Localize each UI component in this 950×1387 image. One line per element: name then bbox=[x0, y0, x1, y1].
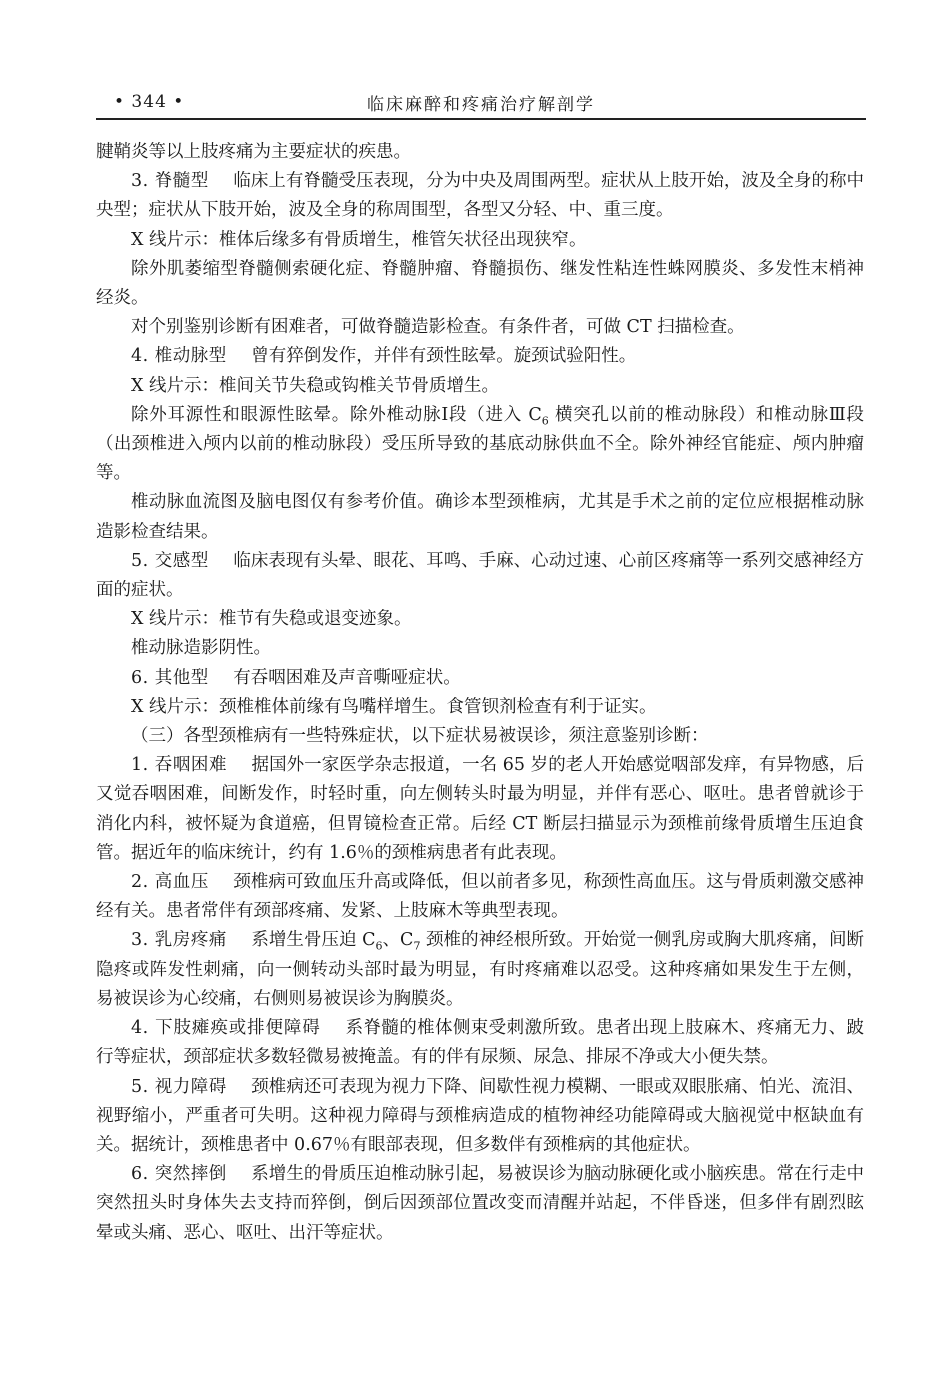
section-heading: 5. 视力障碍 bbox=[131, 1076, 227, 1097]
paragraph-text: 颈椎病可致血压升高或降低，但以前者多见，称颈性高血压。这与骨质刺激交感神经有关。患者常伴有颈部疼痛、发紧、上肢麻木等典型表现。 bbox=[96, 872, 865, 922]
paragraph-text: 系增生骨压迫 C bbox=[251, 930, 376, 951]
paragraph-text: 颈椎病还可表现为视力下降、间歇性视力模糊、一眼或双眼胀痛、怕光、流泪、视野缩小，严重者可失明。这种视力障碍与颈椎病造成的植物神经功能障碍或大脑视觉中枢缺血有关。据统计，颈椎患者中 0.67％有眼部表现，但多数伴有颈椎病的其他症状。 bbox=[96, 1076, 864, 1155]
section-heading: 1. 吞咽困难 bbox=[131, 755, 227, 776]
paragraph bbox=[96, 751, 864, 868]
subscript: 7 bbox=[413, 939, 421, 953]
paragraph-text: 临床表现有头晕、眼花、耳鸣、手麻、心动过速、心前区疼痛等一系列交感神经方面的症状。 bbox=[96, 550, 865, 601]
paragraph-text: 颈椎的神经根所致。开始觉一侧乳房或胸大肌疼痛，间断隐疼或阵发性刺痛，向一侧转动头部时最为明显，有时疼痛难以忍受。这种疼痛如果发生于左侧，易被误诊为心绞痛，右侧则易被误诊为胸膜炎。 bbox=[96, 930, 865, 1009]
section-heading: 5. 交感型 bbox=[131, 550, 209, 571]
paragraph bbox=[96, 926, 864, 1014]
paragraph bbox=[96, 1014, 864, 1072]
section-heading: 6. 突然摔倒 bbox=[131, 1164, 227, 1185]
section-heading: 3. 乳房疼痛 bbox=[131, 930, 227, 951]
paragraph-text: 临床上有脊髓受压表现，分为中央及周围两型。症状从上肢开始，波及全身的称中央型；症状从下肢开始，波及全身的称周围型，各型又分轻、中、重三度。 bbox=[96, 171, 865, 221]
paragraph-text: 横突孔以前的椎动脉段）和椎动脉Ⅲ段（出颈椎进入颅内以前的椎动脉段）受压所导致的基底动脉供血不全。除外神经官能症、颅内肿瘤等。 bbox=[96, 404, 864, 484]
page-number: • 344 • bbox=[114, 92, 185, 112]
paragraph: （三）各型颈椎病有一些特殊症状，以下症状易被误诊，须注意鉴别诊断： bbox=[131, 726, 709, 747]
section-heading: 6. 其他型 bbox=[131, 667, 209, 688]
paragraph-text: 据国外一家医学杂志报道，一名 65 岁的老人开始感觉咽部发痒，有异物感，后又觉吞咽困难，间断发作，时轻时重，向左侧转头时最为明显，并伴有恶心、呕吐。患者曾就诊于消化内科，被怀疑为食道癌，但胃镜检查正常。后经 CT 断层扫描显示为颈椎前缘骨质增生压迫食管。据近年的临床统计，约有 1.6％的颈椎病患者有此表现。 bbox=[96, 755, 864, 863]
paragraph: 对个别鉴别诊断有困难者，可做脊髓造影检查。有条件者，可做 CT 扫描检查。 bbox=[131, 317, 745, 338]
paragraph: 椎动脉造影阴性。 bbox=[131, 638, 271, 659]
section-heading: 4. 椎动脉型 bbox=[131, 346, 227, 367]
paragraph: 除外肌萎缩型脊髓侧索硬化症、脊髓肿瘤、脊髓损伤、继发性粘连性蛛网膜炎、多发性末梢神经炎。 bbox=[96, 258, 864, 309]
paragraph-text: 除外耳源性和眼源性眩晕。除外椎动脉Ⅰ段（进入 C bbox=[131, 404, 542, 425]
section-heading: 2. 高血压 bbox=[131, 872, 209, 893]
paragraph-text: 系脊髓的椎体侧束受刺激所致。患者出现上肢麻木、疼痛无力、跛行等症状，颈部症状多数轻微易被掩盖。有的伴有尿频、尿急、排尿不净或大小便失禁。 bbox=[96, 1018, 864, 1068]
paragraph bbox=[96, 1073, 864, 1161]
paragraph bbox=[96, 868, 864, 926]
paragraph: X 线片示：颈椎椎体前缘有鸟嘴样增生。食管钡剂检查有利于证实。 bbox=[131, 696, 657, 717]
page-header bbox=[96, 88, 866, 120]
body-text bbox=[96, 138, 864, 1248]
paragraph-text: 曾有猝倒发作，并伴有颈性眩晕。旋颈试验阳性。 bbox=[251, 346, 637, 367]
section-heading: 3. 脊髓型 bbox=[131, 171, 209, 192]
paragraph bbox=[96, 401, 864, 489]
paragraph: X 线片示：椎间关节失稳或钩椎关节骨质增生。 bbox=[131, 375, 500, 396]
paragraph bbox=[96, 167, 864, 225]
paragraph: X 线片示：椎体后缘多有骨质增生，椎管矢状径出现狭窄。 bbox=[131, 229, 587, 250]
paragraph-text: 系增生的骨质压迫椎动脉引起，易被误诊为脑动脉硬化或小脑疾患。常在行走中突然扭头时身体失去支持而猝倒，倒后因颈部位置改变而清醒并站起，不伴昏迷，但多伴有剧烈眩晕或头痛、恶心、呕吐、出汗等症状。 bbox=[96, 1164, 864, 1243]
running-title: 临床麻醉和疼痛治疗解剖学 bbox=[367, 95, 595, 115]
paragraph bbox=[96, 664, 864, 693]
subscript: 6 bbox=[375, 939, 383, 953]
paragraph bbox=[96, 342, 864, 371]
paragraph: 腱鞘炎等以上肢疼痛为主要症状的疾患。 bbox=[96, 142, 411, 162]
paragraph-text: 有吞咽困难及声音嘶哑症状。 bbox=[233, 667, 461, 688]
paragraph: 椎动脉血流图及脑电图仅有参考价值。确诊本型颈椎病，尤其是手术之前的定位应根据椎动脉造影检查结果。 bbox=[96, 492, 864, 542]
paragraph bbox=[96, 547, 864, 605]
section-heading: 4. 下肢瘫痪或排便障碍 bbox=[131, 1018, 321, 1039]
paragraph bbox=[96, 1160, 864, 1248]
paragraph: X 线片示：椎节有失稳或退变迹象。 bbox=[131, 609, 412, 630]
subscript: 6 bbox=[541, 414, 549, 428]
paragraph-text: 、C bbox=[382, 930, 414, 951]
